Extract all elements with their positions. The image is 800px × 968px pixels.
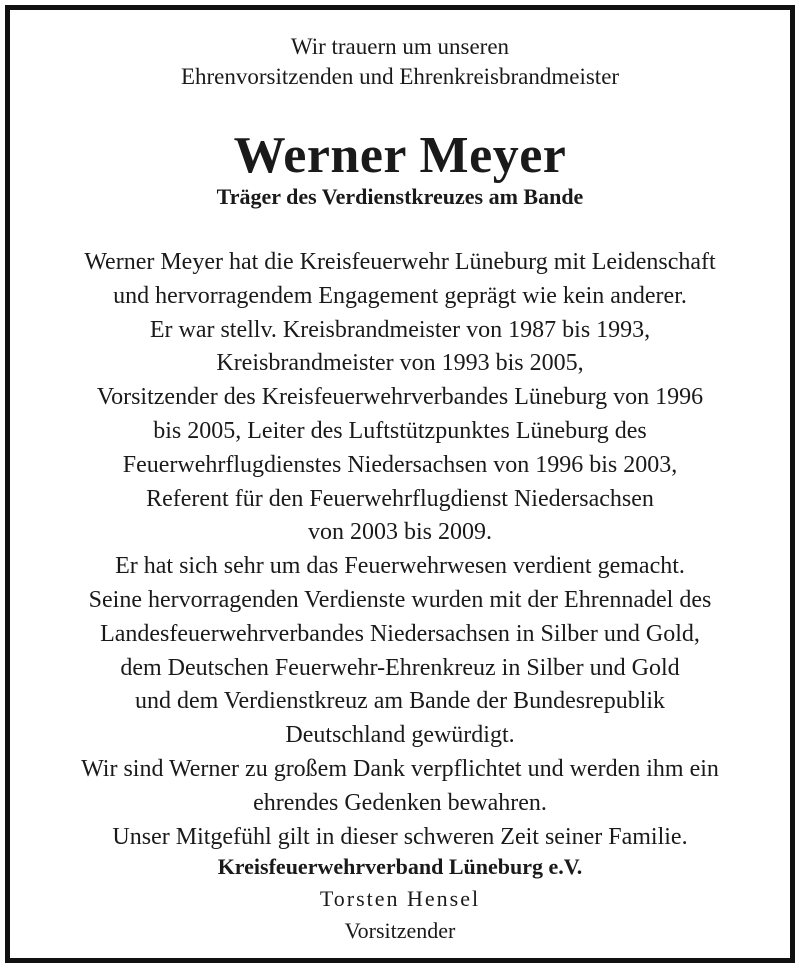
intro-line: Ehrenvorsitzenden und Ehrenkreisbrandmeister	[180, 64, 620, 89]
body-line: Vorsitzender des Kreisfeuerwehrverbandes Lüneburg von 1996	[96, 384, 704, 411]
body-line: bis 2005, Leiter des Luftstützpunktes Lüneburg des	[153, 417, 647, 444]
signer-role: Vorsitzender	[344, 918, 456, 943]
obituary-notice-content	[10, 10, 790, 958]
body-line: Referent für den Feuerwehrflugdienst Niedersachsen	[146, 485, 654, 512]
tribute-body	[10, 246, 790, 854]
organization-name: Kreisfeuerwehrverband Lüneburg e.V.	[217, 854, 583, 879]
intro-text	[10, 32, 790, 92]
body-line: Seine hervorragenden Verdienste wurden mit der Ehrennadel des	[88, 586, 712, 613]
body-line: Landesfeuerwehrverbandes Niedersachsen in Silber und Gold,	[100, 620, 700, 647]
obituary-notice-frame	[5, 5, 795, 963]
body-line: Er war stellv. Kreisbrandmeister von 1987 bis 1993,	[149, 316, 651, 343]
honor-subtitle: Träger des Verdienstkreuzes am Bande	[216, 184, 584, 209]
body-line: Deutschland gewürdigt.	[285, 722, 515, 749]
body-line: ehrendes Gedenken bewahren.	[253, 789, 547, 816]
signer-name: Torsten Hensel	[319, 886, 481, 911]
intro-line: Wir trauern um unseren	[290, 34, 510, 59]
body-line: und dem Verdienstkreuz am Bande der Bundesrepublik	[134, 688, 666, 715]
body-line: Unser Mitgefühl gilt in dieser schweren Zeit seiner Familie.	[112, 823, 688, 850]
body-line: Wir sind Werner zu großem Dank verpflichtet und werden ihm ein	[81, 755, 719, 782]
body-line: Kreisbrandmeister von 1993 bis 2005,	[216, 350, 584, 377]
body-line: Er hat sich sehr um das Feuerwehrwesen verdient gemacht.	[115, 553, 685, 580]
deceased-name: Werner Meyer	[233, 127, 567, 184]
body-line: von 2003 bis 2009.	[307, 519, 492, 546]
body-line: Feuerwehrflugdienstes Niedersachsen von 1996 bis 2003,	[122, 451, 678, 478]
body-line: Werner Meyer hat die Kreisfeuerwehr Lüneburg mit Leidenschaft	[84, 249, 716, 275]
body-line: dem Deutschen Feuerwehr-Ehrenkreuz in Silber und Gold	[120, 654, 680, 681]
body-line: und hervorragendem Engagement geprägt wie kein anderer.	[113, 282, 687, 309]
